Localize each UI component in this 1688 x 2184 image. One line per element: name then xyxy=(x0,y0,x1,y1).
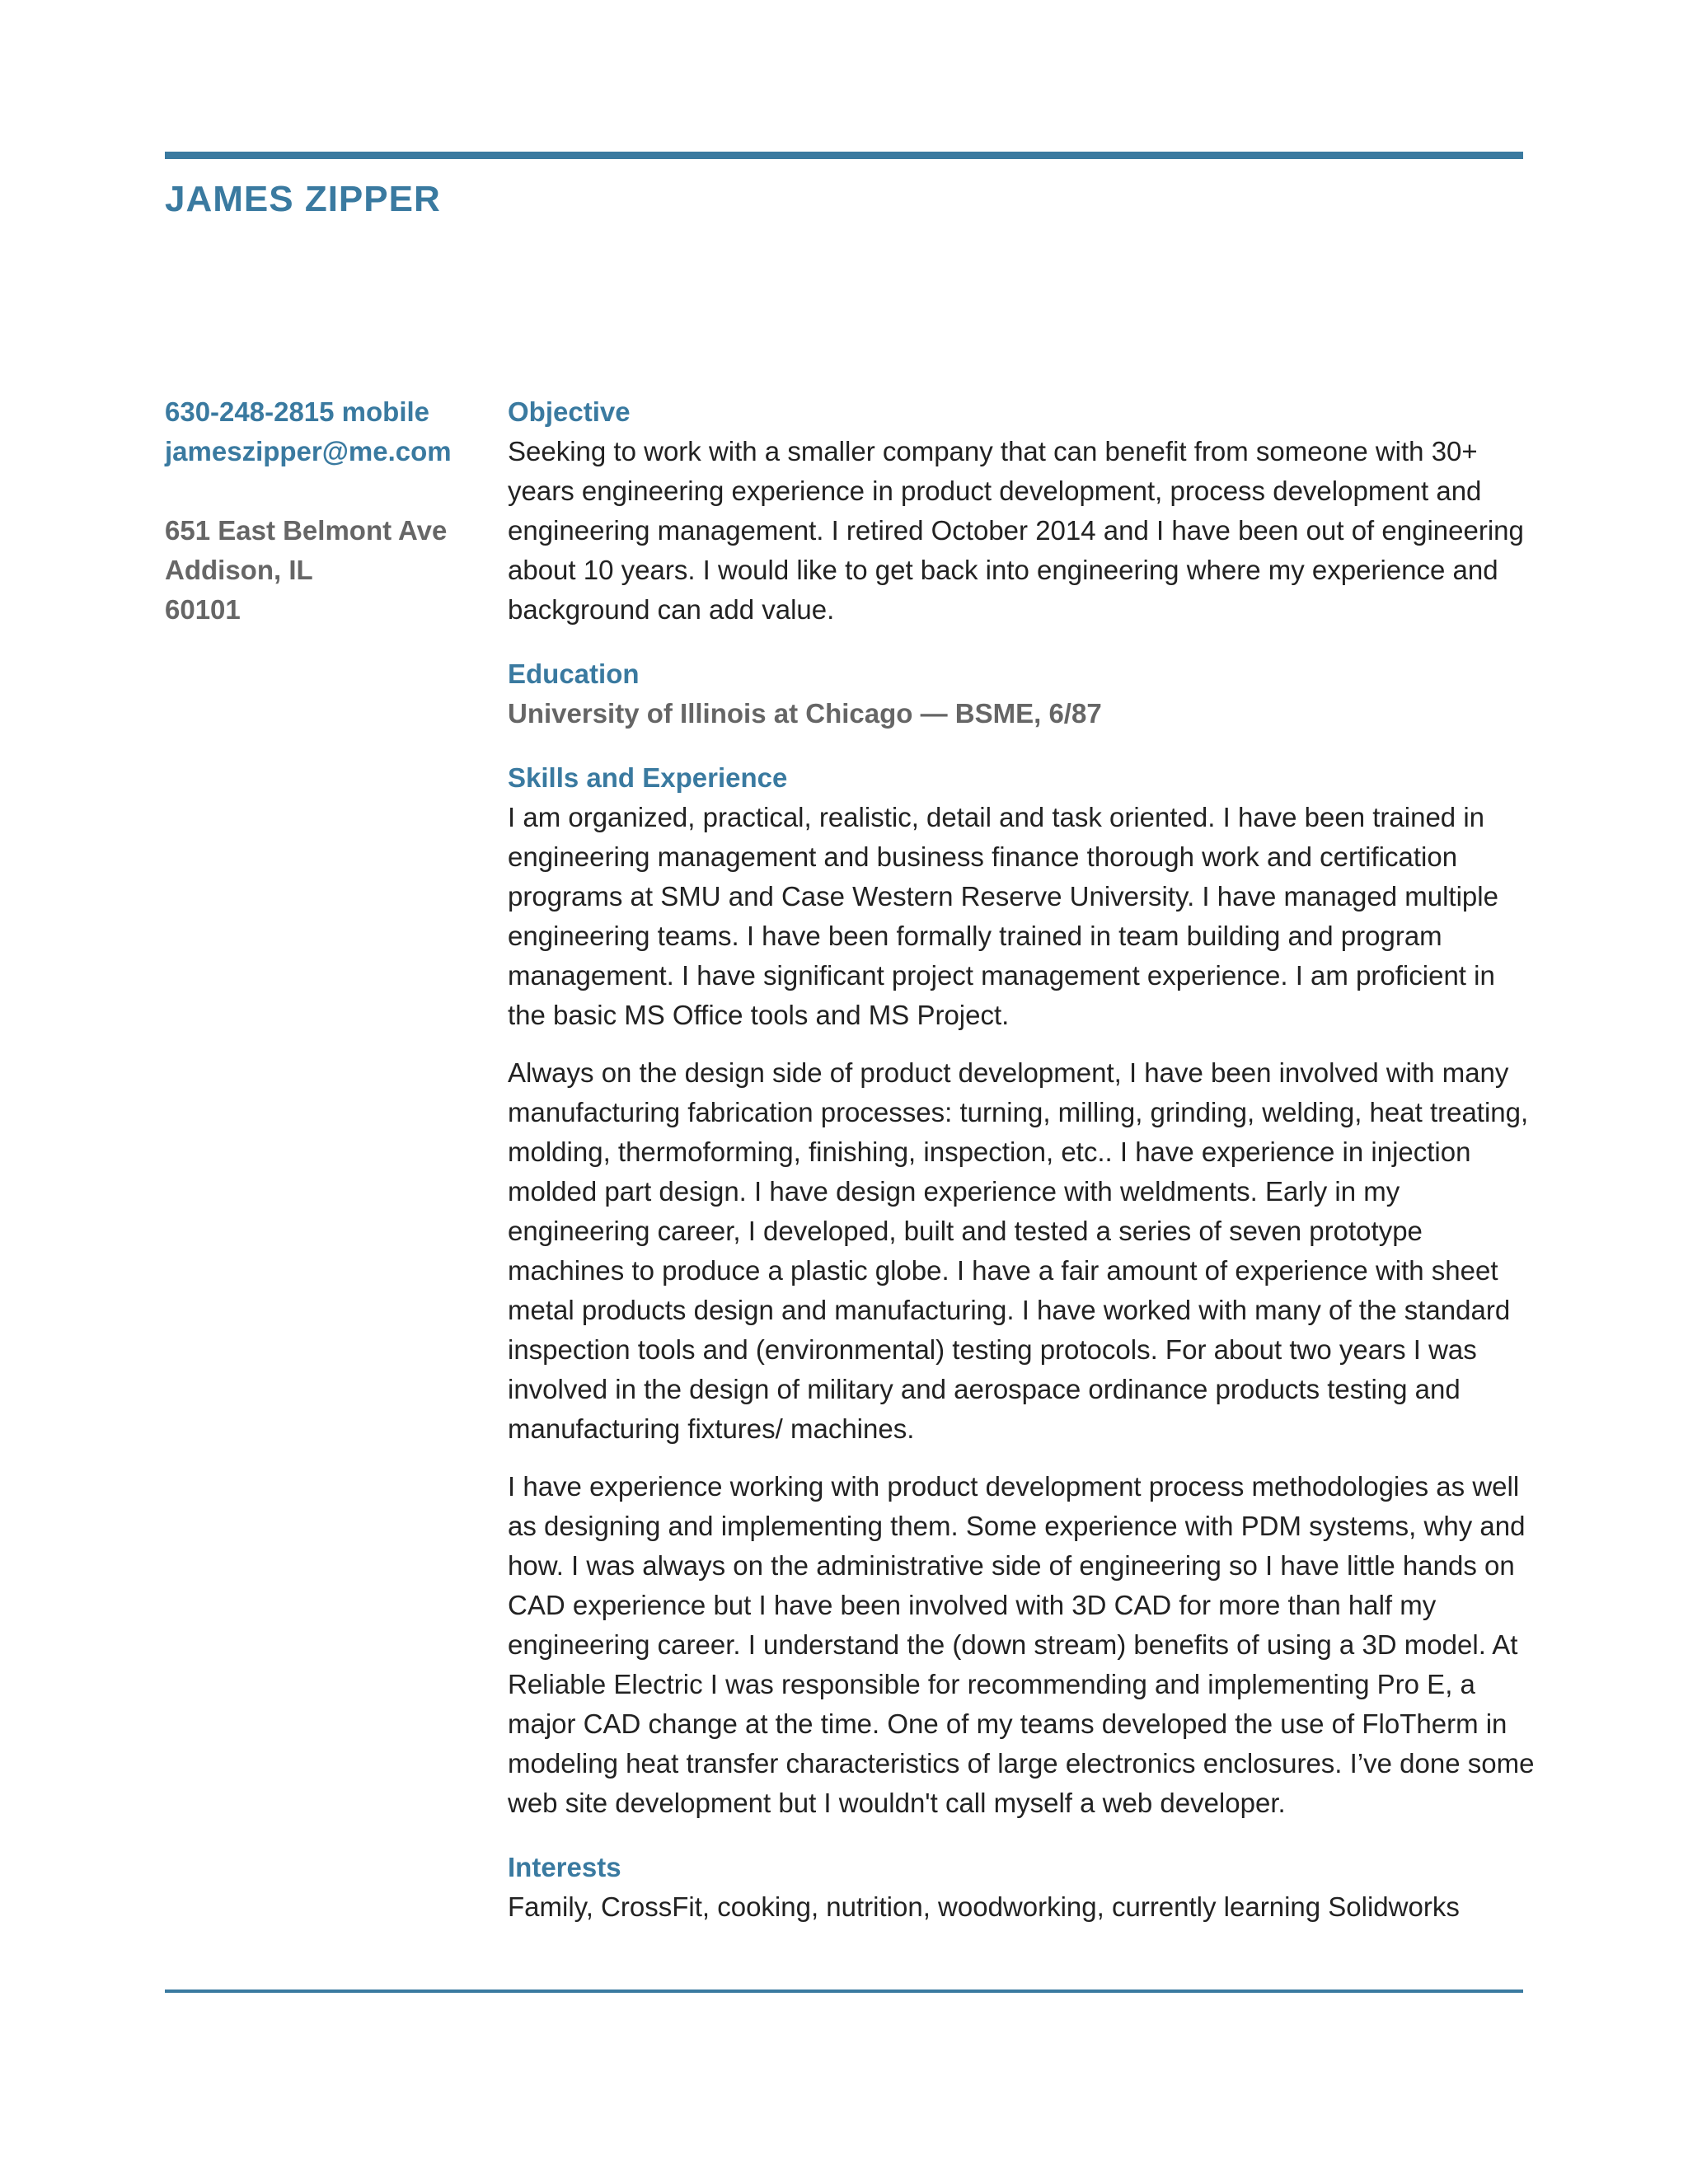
education-section xyxy=(508,654,1538,733)
skills-heading: Skills and Experience xyxy=(508,762,788,793)
top-divider xyxy=(165,152,1523,159)
education-heading: Education xyxy=(508,658,640,689)
candidate-name: JAMES ZIPPER xyxy=(165,179,441,219)
interests-text: Family, CrossFit, cooking, nutrition, woodworking, currently learning Solidworks xyxy=(508,1891,1460,1922)
skills-section xyxy=(508,758,1538,1823)
contact-sidebar xyxy=(165,392,478,630)
resume-main-content xyxy=(508,392,1538,1952)
skills-paragraph-3: I have experience working with product development process methodologies as well as designing and implementing them. Some experience with PDM systems, why and how. I was always on the administrative side of engineering so I have little hands on CAD experience but I have been involved with 3D CAD for more than half my engineering career. I understand the (down stream) benefits of using a 3D model. At Reliable Electric I was responsible for recommending and implementing Pro E, a major CAD change at the time. One of my teams developed the use of FloTherm in modeling heat transfer characteristics of large electronics enclosures. I’ve done some web site development but I wouldn't call myself a web developer. xyxy=(508,1471,1535,1818)
address-city-state: Addison, IL xyxy=(165,555,313,585)
bottom-divider xyxy=(165,1990,1523,1993)
objective-heading: Objective xyxy=(508,396,631,427)
phone-number: 630-248-2815 mobile xyxy=(165,396,430,427)
mailing-address xyxy=(165,511,478,630)
email-address: jameszipper@me.com xyxy=(165,436,452,466)
interests-heading: Interests xyxy=(508,1852,621,1882)
objective-text: Seeking to work with a smaller company that can benefit from someone with 30+ years engineering experience in product development, process development and engineering management. I retired October 2014 and I have been out of engineering about 10 years. I would like to get back into engineering where my experience and background can add value. xyxy=(508,436,1524,625)
skills-paragraph-2: Always on the design side of product development, I have been involved with many manufacturing fabrication processes: turning, milling, grinding, welding, heat treating, molding, thermoforming, finishing, inspection, etc.. I have experience in injection molded part design. I have design experience with weldments. Early in my engineering career, I developed, built and tested a series of seven prototype machines to produce a plastic globe. I have a fair amount of experience with sheet metal products design and manufacturing. I have worked with many of the standard inspection tools and (environmental) testing protocols. For about two years I was involved in the design of military and aerospace ordinance products testing and manufacturing fixtures/ machines. xyxy=(508,1057,1529,1444)
education-text: University of Illinois at Chicago — BSME, 6/87 xyxy=(508,698,1102,729)
skills-paragraph-1: I am organized, practical, realistic, detail and task oriented. I have been trained in engineering management and business finance thorough work and certification programs at SMU and Case Western Reserve University. I have managed multiple engineering teams. I have been formally trained in team building and program management. I have significant project management experience. I am proficient in the basic MS Office tools and MS Project. xyxy=(508,802,1498,1030)
address-zip: 60101 xyxy=(165,594,241,625)
interests-section xyxy=(508,1848,1538,1927)
objective-section xyxy=(508,392,1538,630)
address-street: 651 East Belmont Ave xyxy=(165,515,448,546)
